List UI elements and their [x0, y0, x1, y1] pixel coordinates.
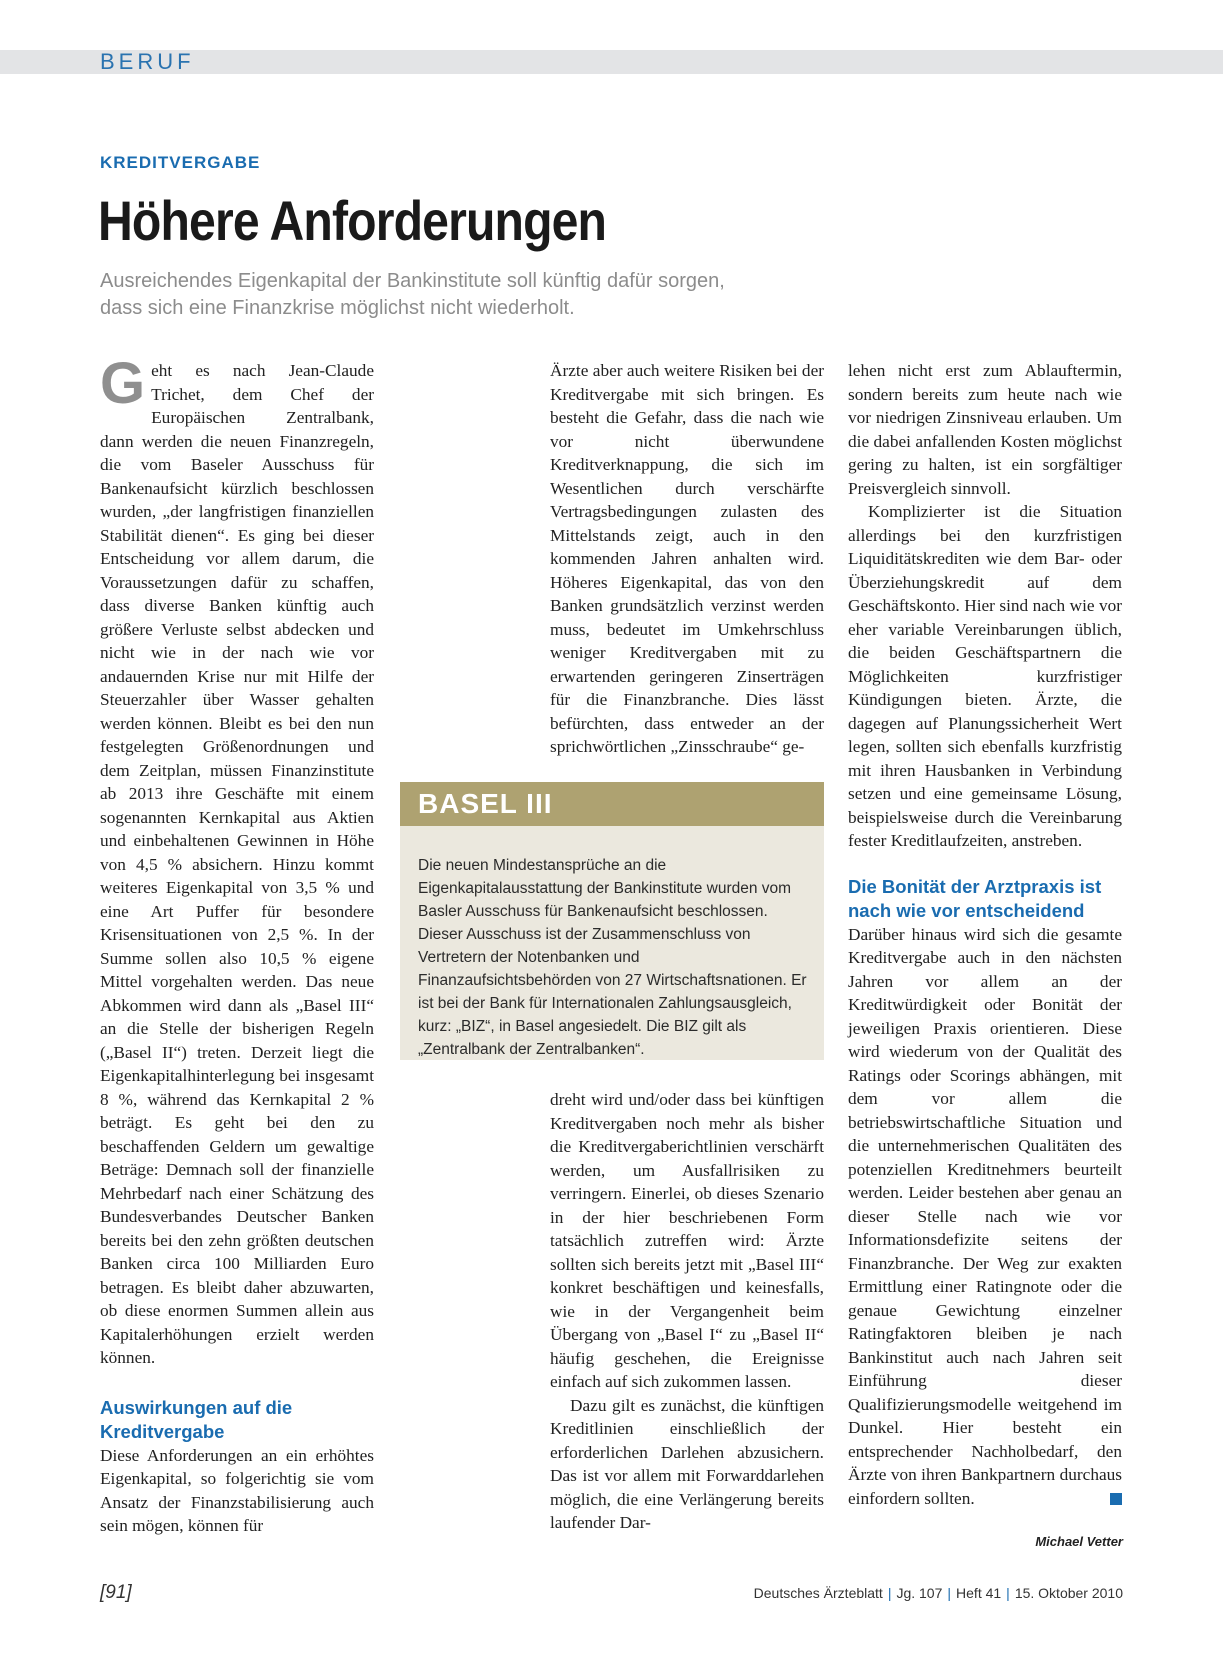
subheading: Die Bonität der Arztpraxis ist nach wie vor entscheidend: [848, 875, 1102, 921]
paragraph: [848, 923, 1122, 1511]
column-2-bottom: [550, 1088, 824, 1535]
paragraph: Diese Anforderungen an ein erhöhtes Eigenkapital, so folgerichtig sie vom Ansatz der Finanzstabilisierung auch sein mögen, können für: [100, 1445, 374, 1535]
deck-line: Ausreichendes Eigenkapital der Bankinstitute soll künftig dafür sorgen,: [100, 270, 725, 292]
article-title: Höhere Anforderungen: [98, 189, 607, 252]
paragraph-text: eht es nach Jean-Claude Trichet, dem Chef der Europäischen Zentralbank, dann werden die neuen Finanzregeln, die vom Baseler Ausschuss für Bankenaufsicht kürzlich beschlossen wurden, „der langfristigen finanziellen Stabilität dienen“. Es ging bei dieser Entscheidung vor allem darum, die Voraussetzungen dafür zu schaffen, dass diverse Banken künftig auch größere Verluste selbst abdecken und nicht wie in der nach wie vor andauernden Krise nur mit Hilfe der Steuerzahler über Wasser gehalten werden können. Bleibt es bei den nun festgelegten Größenordnungen und dem Zeitplan, müssen Finanzinstitute ab 2013 ihre Geschäfte mit einem sogenannten Kernkapital aus Aktien und einbehaltenen Gewinnen in Höhe von 4,5 % absichern. Hinzu kommt weiteres Eigenkapital von 3,5 % und eine Art Puffer für besondere Krisensituationen von 2,5 %. In der Summe sollen also 10,5 % eigene Mittel vorgehalten werden. Das neue Abkommen wird dann als „Basel III“ an die Stelle der bisherigen Regeln („Basel II“) treten. Derzeit liegt die Eigenkapitalhinterlegung bei insgesamt 8 %, während das Kernkapital 2 % beträgt. Es geht bei den zu beschaffenden Geldern um gewaltige Beträge: Demnach soll der finanzielle Mehrbedarf nach einer Schätzung des Bundesverbandes Deutscher Banken bereits bei den zehn größten deutschen Banken circa 100 Milliarden Euro betragen. Es bleibt daher abzuwarten, ob diese enormen Summen allein aus Kapitalerhöhungen erzielt werden können.: [100, 361, 374, 1367]
article-deck: [100, 268, 860, 322]
deck-line: dass sich eine Finanzkrise möglichst nicht wiederholt.: [100, 297, 575, 319]
paragraph: [100, 351, 374, 1370]
separator: |: [947, 1585, 952, 1601]
column-1: [100, 351, 374, 1538]
author-name: Michael Vetter: [1035, 1534, 1123, 1549]
paragraph: Dazu gilt es zunächst, die künftigen Kreditlinien einschließlich der erforderlichen Darlehen abzusichern. Das ist vor allem mit Forwarddarlehen möglich, die eine Verlängerung bereits laufender Dar-: [550, 1395, 824, 1532]
column-2-top: [550, 359, 824, 759]
sidebar-box-text: Die neuen Mindestansprüche an die Eigenkapitalausstattung der Bankinstitute wurden vom Basler Ausschuss für Bankenaufsicht beschlossen. Dieser Ausschuss ist der Zusammenschluss von Vertretern der Notenbanken und Finanzaufsichtsbehörden von 27 Wirtschaftsnationen. Er ist bei der Bank für Internationalen Zahlungsausgleich, kurz: „BIZ“, in Basel angesiedelt. Die BIZ gilt als „Zentralbank der Zentralbanken“.: [418, 857, 807, 1058]
sidebar-box: [400, 782, 824, 1060]
end-mark-icon: [1110, 1493, 1122, 1505]
paragraph: Ärzte aber auch weitere Risiken bei der Kreditvergabe mit sich bringen. Es besteht die Gefahr, dass die nach wie vor nicht überwundene Kreditverknappung, die sich im Wesentlichen durch verschärfte Vertragsbedingungen zulasten des Mittelstands zeigt, auch in den kommenden Jahren anhalten wird. Höheres Eigenkapital, das von den Banken grundsätzlich verzinst werden muss, bedeutet im Umkehrschluss weniger Kreditvergaben mit zu erwartenden geringeren Zinserträgen für die Finanzbranche. Dies lässt befürchten, dass entweder an der sprichwörtlichen „Zinsschraube“ ge-: [550, 361, 824, 756]
journal-name: Deutsches Ärzteblatt: [753, 1585, 883, 1601]
paragraph: dreht wird und/oder dass bei künftigen Kreditvergaben noch mehr als bisher die Kreditvergaberichtlinien verschärft werden, um Ausfallrisiken zu verringern. Einerlei, ob dieses Szenario in der hier beschriebenen Form tatsächlich zutreffen wird: Ärzte sollten sich bereits jetzt mit „Basel III“ konkret beschäftigen und keinesfalls, wie in der Vergangenheit beim Übergang von „Basel I“ zu „Basel II“ häufig geschehen, die Ereignisse einfach auf sich zukommen lassen.: [550, 1090, 824, 1391]
subheading: Auswirkungen auf die Kreditvergabe: [100, 1396, 293, 1442]
separator: |: [887, 1585, 892, 1601]
column-3: [848, 359, 1122, 1510]
paragraph: Komplizierter ist die Situation allerdings bei den kurzfristigen Liquiditätskrediten wie dem Bar- oder Überziehungskredit auf dem Geschäftskonto. Hier sind nach wie vor eher variable Vereinbarungen üblich, die beiden Geschäftspartnern die Möglichkeiten kurzfristiger Kündigungen bieten. Ärzte, die dagegen auf Planungssicherheit Wert legen, sollten sich ebenfalls kurzfristig mit ihren Hausbanken in Verbindung setzen und eine gemeinsame Lösung, beispielsweise durch die Vereinbarung fester Kreditlaufzeiten, anstreben.: [848, 502, 1122, 850]
journal-date: 15. Oktober 2010: [1014, 1585, 1123, 1601]
sidebar-box-title: BASEL III: [418, 788, 553, 819]
page-number: [91]: [100, 1582, 132, 1603]
section-label: BERUF: [100, 49, 195, 74]
separator: |: [1006, 1585, 1010, 1601]
paragraph: lehen nicht erst zum Ablauftermin, sondern bereits zum heute nach wie vor niedrigen Zinsniveau erlauben. Um die dabei anfallenden Kosten möglichst gering zu halten, ist ein sorgfältiger Preisvergleich sinnvoll.: [848, 361, 1122, 498]
footer-citation: [754, 1585, 1123, 1601]
drop-cap: G: [100, 351, 146, 416]
journal-volume: Jg. 107: [896, 1585, 943, 1601]
journal-issue: Heft 41: [956, 1585, 1002, 1601]
article-kicker: KREDITVERGABE: [100, 153, 261, 172]
paragraph-text: Darüber hinaus wird sich die gesamte Kreditvergabe auch in den nächsten Jahren vor allem an der Kreditwürdigkeit oder Bonität der jeweiligen Praxis orientieren. Diese wird wiederum von der Qualität des Ratings oder Scorings abhängen, mit dem vor allem die betriebswirtschaftliche Situation und die unternehmerischen Qualitäten des potenziellen Kreditnehmers beurteilt werden. Leider bestehen aber genau an dieser Stelle nach wie vor Informationsdefizite seitens der Finanzbranche. Der Weg zur exakten Ermittlung einer Ratingnote oder die genaue Gewichtung einzelner Ratingfaktoren bleiben je nach Bankinstitut auch nach Jahren seit Einführung dieser Qualifizierungsmodelle weitgehend im Dunkel. Hier besteht ein entsprechender Nachholbedarf, den Ärzte von ihren Bankpartnern durchaus einfordern sollten.: [848, 924, 1122, 1508]
